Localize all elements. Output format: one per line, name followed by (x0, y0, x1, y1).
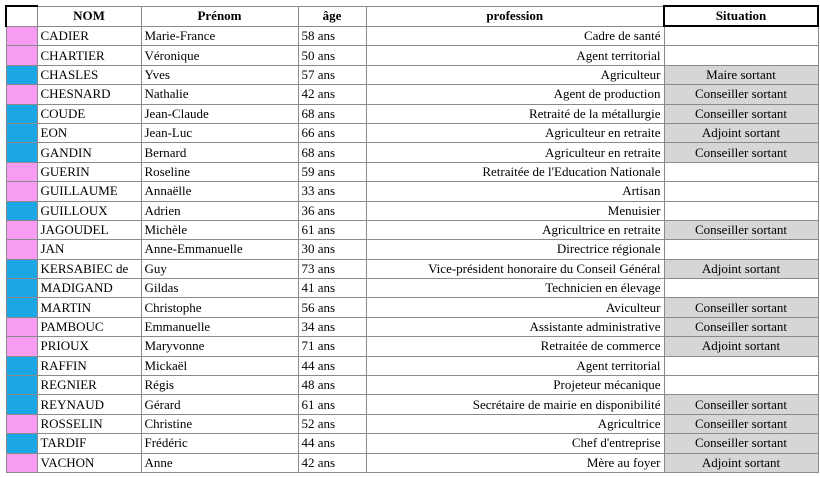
age-cell: 71 ans (298, 337, 366, 356)
table-row (6, 356, 818, 375)
gender-color-swatch (6, 220, 37, 239)
profession-cell: Cadre de santé (366, 26, 664, 46)
gender-color-swatch (6, 279, 37, 298)
age-cell: 66 ans (298, 123, 366, 142)
profession-cell: Technicien en élevage (366, 279, 664, 298)
profession-cell: Agent territorial (366, 46, 664, 65)
prenom-cell: Yves (141, 65, 298, 84)
nom-cell: GUILLOUX (37, 201, 141, 220)
nom-cell: CHARTIER (37, 46, 141, 65)
profession-cell: Projeteur mécanique (366, 376, 664, 395)
age-cell: 41 ans (298, 279, 366, 298)
situation-cell: Conseiller sortant (664, 85, 818, 104)
situation-cell: Adjoint sortant (664, 123, 818, 142)
situation-cell: Adjoint sortant (664, 259, 818, 278)
profession-cell: Agricultrice en retraite (366, 220, 664, 239)
nom-cell: COUDE (37, 104, 141, 123)
prenom-cell: Adrien (141, 201, 298, 220)
nom-cell: GUILLAUME (37, 182, 141, 201)
prenom-cell: Régis (141, 376, 298, 395)
nom-cell: MADIGAND (37, 279, 141, 298)
age-cell: 57 ans (298, 65, 366, 84)
gender-color-swatch (6, 434, 37, 453)
age-cell: 68 ans (298, 143, 366, 162)
prenom-cell: Véronique (141, 46, 298, 65)
table-row (6, 414, 818, 433)
gender-color-swatch (6, 182, 37, 201)
age-cell: 61 ans (298, 220, 366, 239)
age-cell: 73 ans (298, 259, 366, 278)
gender-color-swatch (6, 46, 37, 65)
age-cell: 59 ans (298, 162, 366, 181)
situation-cell (664, 240, 818, 259)
gender-color-swatch (6, 85, 37, 104)
table-row (6, 162, 818, 181)
nom-cell: PAMBOUC (37, 317, 141, 336)
nom-header: NOM (37, 6, 141, 26)
gender-color-swatch (6, 26, 37, 46)
table-row (6, 26, 818, 46)
table-row (6, 240, 818, 259)
prenom-cell: Mickaël (141, 356, 298, 375)
gender-color-swatch (6, 414, 37, 433)
age-cell: 44 ans (298, 356, 366, 375)
nom-cell: CADIER (37, 26, 141, 46)
table-row (6, 259, 818, 278)
profession-cell: Agent territorial (366, 356, 664, 375)
gender-color-swatch (6, 104, 37, 123)
gender-color-swatch (6, 453, 37, 472)
nom-cell: MARTIN (37, 298, 141, 317)
situation-cell: Conseiller sortant (664, 220, 818, 239)
table-row (6, 220, 818, 239)
table-row (6, 143, 818, 162)
prenom-cell: Maryvonne (141, 337, 298, 356)
situation-cell (664, 26, 818, 46)
nom-cell: REYNAUD (37, 395, 141, 414)
situation-cell: Conseiller sortant (664, 143, 818, 162)
table-row (6, 46, 818, 65)
header-row (6, 6, 818, 26)
age-cell: 56 ans (298, 298, 366, 317)
age-cell: 36 ans (298, 201, 366, 220)
nom-cell: EON (37, 123, 141, 142)
situation-cell: Conseiller sortant (664, 414, 818, 433)
nom-cell: CHESNARD (37, 85, 141, 104)
table-row (6, 395, 818, 414)
age-header: âge (298, 6, 366, 26)
situation-cell (664, 182, 818, 201)
situation-cell (664, 46, 818, 65)
table-row (6, 337, 818, 356)
prenom-cell: Gildas (141, 279, 298, 298)
prenom-cell: Jean-Claude (141, 104, 298, 123)
prenom-cell: Guy (141, 259, 298, 278)
age-cell: 50 ans (298, 46, 366, 65)
gender-color-swatch (6, 65, 37, 84)
nom-cell: CHASLES (37, 65, 141, 84)
profession-cell: Vice-président honoraire du Conseil Général (366, 259, 664, 278)
situation-cell: Adjoint sortant (664, 453, 818, 472)
age-cell: 42 ans (298, 453, 366, 472)
profession-cell: Agriculteur en retraite (366, 143, 664, 162)
table-row (6, 201, 818, 220)
table-row (6, 65, 818, 84)
prenom-cell: Bernard (141, 143, 298, 162)
table-row (6, 123, 818, 142)
prenom-cell: Nathalie (141, 85, 298, 104)
gender-color-swatch (6, 201, 37, 220)
age-cell: 33 ans (298, 182, 366, 201)
profession-cell: Chef d'entreprise (366, 434, 664, 453)
table-row (6, 434, 818, 453)
situation-cell: Conseiller sortant (664, 298, 818, 317)
situation-cell: Adjoint sortant (664, 337, 818, 356)
profession-cell: Directrice régionale (366, 240, 664, 259)
table-row (6, 85, 818, 104)
prenom-header: Prénom (141, 6, 298, 26)
prenom-cell: Anne-Emmanuelle (141, 240, 298, 259)
color-header (6, 6, 37, 26)
profession-cell: Retraitée de l'Education Nationale (366, 162, 664, 181)
situation-cell (664, 279, 818, 298)
table-row (6, 104, 818, 123)
gender-color-swatch (6, 123, 37, 142)
situation-cell: Maire sortant (664, 65, 818, 84)
profession-cell: Agriculteur en retraite (366, 123, 664, 142)
table-row (6, 453, 818, 472)
profession-cell: Secrétaire de mairie en disponibilité (366, 395, 664, 414)
nom-cell: JAGOUDEL (37, 220, 141, 239)
profession-cell: Aviculteur (366, 298, 664, 317)
gender-color-swatch (6, 298, 37, 317)
candidates-table (5, 5, 819, 473)
profession-cell: Artisan (366, 182, 664, 201)
situation-cell: Conseiller sortant (664, 434, 818, 453)
profession-cell: Menuisier (366, 201, 664, 220)
age-cell: 42 ans (298, 85, 366, 104)
nom-cell: TARDIF (37, 434, 141, 453)
situation-cell: Conseiller sortant (664, 395, 818, 414)
nom-cell: GANDIN (37, 143, 141, 162)
situation-cell (664, 162, 818, 181)
table-row (6, 317, 818, 336)
nom-cell: ROSSELIN (37, 414, 141, 433)
age-cell: 34 ans (298, 317, 366, 336)
situation-header: Situation (664, 6, 818, 26)
prenom-cell: Christophe (141, 298, 298, 317)
age-cell: 30 ans (298, 240, 366, 259)
table-row (6, 298, 818, 317)
gender-color-swatch (6, 259, 37, 278)
gender-color-swatch (6, 337, 37, 356)
table-row (6, 182, 818, 201)
profession-cell: Mère au foyer (366, 453, 664, 472)
situation-cell (664, 356, 818, 375)
gender-color-swatch (6, 317, 37, 336)
profession-cell: Retraité de la métallurgie (366, 104, 664, 123)
nom-cell: KERSABIEC de (37, 259, 141, 278)
gender-color-swatch (6, 376, 37, 395)
situation-cell (664, 376, 818, 395)
profession-cell: Assistante administrative (366, 317, 664, 336)
profession-cell: Agricultrice (366, 414, 664, 433)
nom-cell: RAFFIN (37, 356, 141, 375)
profession-header: profession (366, 6, 664, 26)
prenom-cell: Michèle (141, 220, 298, 239)
prenom-cell: Jean-Luc (141, 123, 298, 142)
age-cell: 48 ans (298, 376, 366, 395)
prenom-cell: Frédéric (141, 434, 298, 453)
nom-cell: GUERIN (37, 162, 141, 181)
situation-cell (664, 201, 818, 220)
prenom-cell: Roseline (141, 162, 298, 181)
age-cell: 61 ans (298, 395, 366, 414)
gender-color-swatch (6, 356, 37, 375)
age-cell: 68 ans (298, 104, 366, 123)
nom-cell: REGNIER (37, 376, 141, 395)
gender-color-swatch (6, 240, 37, 259)
prenom-cell: Anne (141, 453, 298, 472)
gender-color-swatch (6, 395, 37, 414)
nom-cell: JAN (37, 240, 141, 259)
profession-cell: Agent de production (366, 85, 664, 104)
prenom-cell: Gérard (141, 395, 298, 414)
nom-cell: VACHON (37, 453, 141, 472)
situation-cell: Conseiller sortant (664, 104, 818, 123)
prenom-cell: Marie-France (141, 26, 298, 46)
profession-cell: Retraitée de commerce (366, 337, 664, 356)
nom-cell: PRIOUX (37, 337, 141, 356)
gender-color-swatch (6, 143, 37, 162)
table-row (6, 279, 818, 298)
gender-color-swatch (6, 162, 37, 181)
age-cell: 58 ans (298, 26, 366, 46)
table-row (6, 376, 818, 395)
age-cell: 44 ans (298, 434, 366, 453)
profession-cell: Agriculteur (366, 65, 664, 84)
situation-cell: Conseiller sortant (664, 317, 818, 336)
prenom-cell: Annaëlle (141, 182, 298, 201)
age-cell: 52 ans (298, 414, 366, 433)
prenom-cell: Emmanuelle (141, 317, 298, 336)
prenom-cell: Christine (141, 414, 298, 433)
